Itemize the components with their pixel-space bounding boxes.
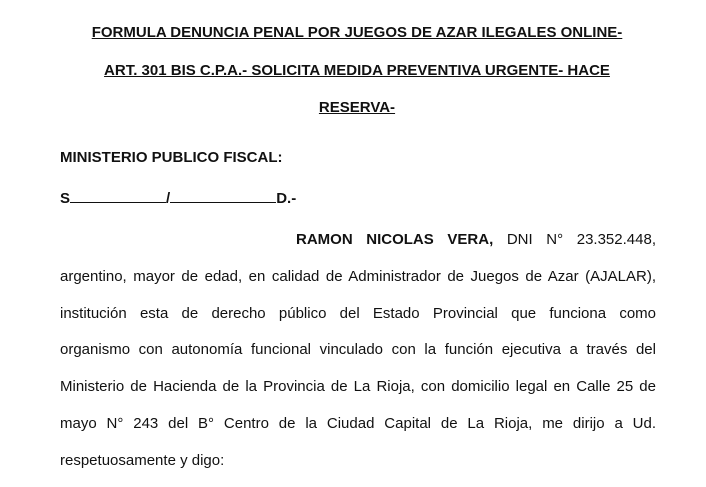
complainant-name: RAMON NICOLAS VERA, bbox=[296, 231, 494, 248]
body-line-7: respetuosamente y digo: bbox=[60, 451, 225, 469]
sd-s: S bbox=[60, 190, 71, 207]
body-paragraph bbox=[60, 229, 656, 487]
sd-line bbox=[60, 190, 296, 207]
sd-slash: / bbox=[166, 190, 171, 207]
sd-blank-1 bbox=[70, 190, 166, 203]
body-line-2: argentino, mayor de edad, en calidad de Administrador de Juegos de Azar (AJALAR), bbox=[60, 267, 656, 285]
title-line-3: RESERVA- bbox=[318, 99, 396, 116]
complainant-dni: DNI N° 23.352.448, bbox=[493, 231, 656, 248]
title-line-2: ART. 301 BIS C.P.A.- SOLICITA MEDIDA PREVENTIVA URGENTE- HACE bbox=[104, 62, 610, 79]
body-line-5: Ministerio de Hacienda de la Provincia de La Rioja, con domicilio legal en Calle 25 de bbox=[60, 378, 656, 396]
sd-d: D.- bbox=[276, 190, 297, 207]
body-line-3: institución esta de derecho público del Estado Provincial que funciona como bbox=[60, 304, 656, 322]
title-line-1: FORMULA DENUNCIA PENAL POR JUEGOS DE AZAR ILEGALES ONLINE- bbox=[91, 24, 623, 41]
body-line-6: mayo N° 243 del B° Centro de la Ciudad Capital de La Rioja, me dirijo a Ud. bbox=[60, 414, 656, 432]
body-line-4: organismo con autonomía funcional vinculado con la función ejecutiva a través del bbox=[60, 341, 656, 359]
addressee: MINISTERIO PUBLICO FISCAL: bbox=[60, 149, 283, 166]
body-line-1 bbox=[60, 229, 656, 266]
sd-blank-2 bbox=[170, 190, 276, 203]
